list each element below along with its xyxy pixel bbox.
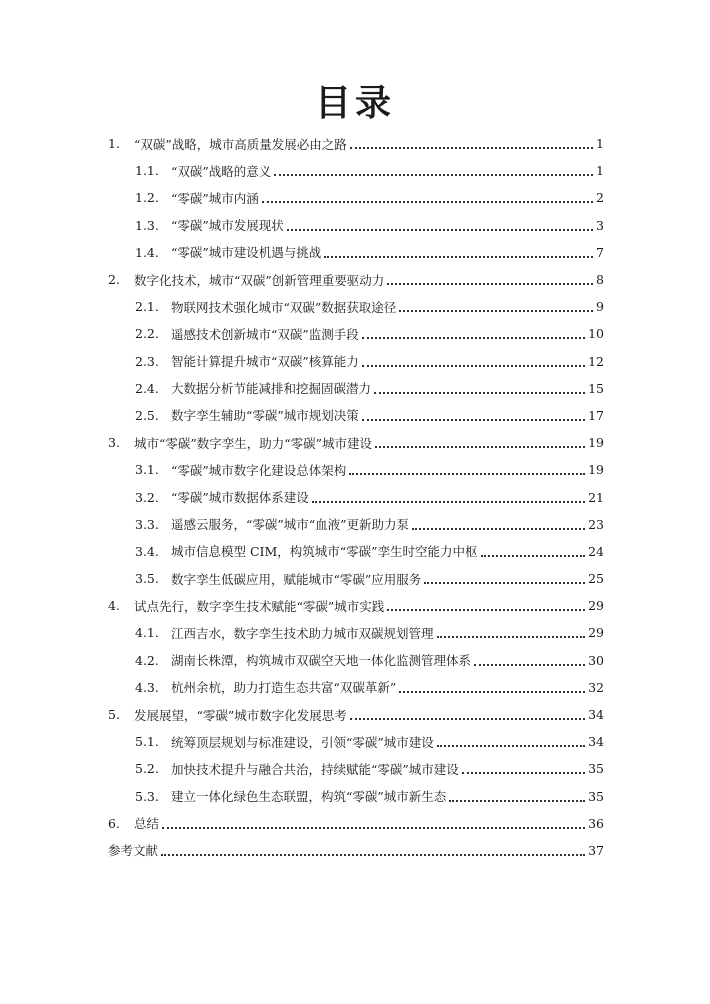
dot-leader [375,445,585,448]
toc-entry-title: 加快技术提升与融合共治，持续赋能“零碳”城市建设 [171,761,459,777]
toc-entry-page-number: 30 [588,652,604,668]
toc-entry[interactable] [108,783,604,810]
toc-entry-page-number: 24 [588,543,604,559]
toc-entry[interactable] [108,565,604,592]
toc-entry[interactable] [108,212,604,239]
toc-entry-number: 1.1. [135,163,159,179]
dot-leader [437,635,586,638]
toc-entry-page-number: 17 [588,407,604,423]
toc-entry-page-number: 35 [588,761,604,777]
toc-entry-number: 4.2. [135,652,159,668]
toc-entry-title: 发展展望，“零碳”城市数字化发展思考 [134,707,347,723]
toc-entry-number: 3.5. [135,571,159,587]
dot-leader [312,500,585,503]
toc-entry[interactable] [108,266,604,293]
toc-entry-title: “双碳”战略的意义 [171,163,272,179]
toc-entry-page-number: 8 [596,272,604,288]
dot-leader [162,826,585,829]
toc-entry-title: “零碳”城市内涵 [171,190,259,206]
dot-leader [349,472,585,475]
dot-leader [287,228,593,231]
toc-entry-title: 建立一体化绿色生态联盟，构筑“零碳”城市新生态 [171,789,447,805]
toc-entry-title: 湖南长株潭，构筑城市双碳空天地一体化监测管理体系 [171,653,472,669]
toc-entry-page-number: 29 [588,625,604,641]
toc-entry-page-number: 7 [596,244,604,260]
toc-entry-title: “零碳”城市建设机遇与挑战 [171,245,322,261]
toc-entry[interactable] [108,375,604,402]
toc-entry-title: 江西吉水，数字孪生技术助力城市双碳规划管理 [171,625,434,641]
toc-entry-page-number: 1 [596,163,604,179]
toc-entry[interactable] [108,320,604,347]
toc-entry-number: 4. [108,598,120,614]
toc-entry-number: 2.3. [135,353,159,369]
toc-entry-number: 2. [108,272,120,288]
dot-leader [362,336,585,339]
toc-entry[interactable] [108,239,604,266]
toc-entry-number: 3.2. [135,489,159,505]
toc-entry-title: 智能计算提升城市“双碳”核算能力 [171,354,359,370]
toc-entry-page-number: 10 [588,326,604,342]
toc-entry-number: 1.2. [135,190,159,206]
toc-entry-number: 2.4. [135,380,159,396]
toc-entry-title: “零碳”城市数据体系建设 [171,490,309,506]
toc-entry[interactable] [108,674,604,701]
toc-entry[interactable] [108,592,604,619]
dot-leader [374,391,585,394]
toc-entry[interactable] [108,619,604,646]
toc-entry[interactable] [108,755,604,782]
dot-leader [274,173,593,176]
toc-entry-title: 总结 [134,816,160,832]
toc-entry-page-number: 35 [588,788,604,804]
dot-leader [424,581,585,584]
toc-entry-number: 1. [108,136,120,152]
table-of-contents [108,130,604,864]
toc-entry-number: 1.3. [135,217,159,233]
toc-entry[interactable] [108,456,604,483]
dot-leader [350,146,593,149]
toc-entry-title: 城市“零碳”数字孪生，助力“零碳”城市建设 [134,435,373,451]
toc-entry-title: 试点先行，数字孪生技术赋能“零碳”城市实践 [134,598,385,614]
toc-entry-number: 2.5. [135,407,159,423]
toc-entry-number: 4.1. [135,625,159,641]
dot-leader [399,309,593,312]
toc-entry-title: 城市信息模型 CIM，构筑城市“零碳”孪生时空能力中枢 [171,544,478,560]
toc-entry-page-number: 21 [588,489,604,505]
toc-entry-title: 统筹顶层规划与标准建设，引领“零碳”城市建设 [171,734,434,750]
dot-leader [350,717,585,720]
toc-entry-page-number: 29 [588,598,604,614]
toc-entry[interactable] [108,647,604,674]
toc-entry[interactable] [108,429,604,456]
dot-leader [362,418,585,421]
toc-entry-number: 3.3. [135,516,159,532]
toc-entry-number: 2.2. [135,326,159,342]
toc-entry-page-number: 34 [588,707,604,723]
toc-entry-page-number: 34 [588,734,604,750]
toc-entry-page-number: 37 [588,842,604,858]
page-title: 目录 [314,83,395,124]
toc-entry-title: 数字化技术，城市“双碳”创新管理重要驱动力 [134,272,385,288]
toc-entry-number: 5.1. [135,734,159,750]
toc-entry-page-number: 19 [588,462,604,478]
dot-leader [462,771,585,774]
dot-leader [362,364,585,367]
toc-entry-title: “零碳”城市发展现状 [171,218,284,234]
toc-entry[interactable] [108,157,604,184]
toc-entry-number: 3.1. [135,462,159,478]
toc-entry-number: 3.4. [135,543,159,559]
toc-entry-number: 6. [108,815,120,831]
toc-entry-page-number: 9 [596,299,604,315]
toc-entry-page-number: 19 [588,435,604,451]
toc-entry-page-number: 23 [588,516,604,532]
dot-leader [324,255,593,258]
toc-entry-number: 4.3. [135,679,159,695]
toc-entry-title: “零碳”城市数字化建设总体架构 [171,462,347,478]
toc-entry-number: 5. [108,707,120,723]
dot-leader [399,690,585,693]
toc-entry[interactable] [108,701,604,728]
toc-entry[interactable] [108,837,604,864]
toc-entry-title: 数字孪生低碳应用，赋能城市“零碳”应用服务 [171,571,422,587]
toc-entry-number: 3. [108,435,120,451]
dot-leader [437,744,585,747]
dot-leader [412,527,585,530]
toc-entry-page-number: 2 [596,190,604,206]
dot-leader [481,554,586,557]
toc-entry[interactable] [108,402,604,429]
toc-entry[interactable] [108,293,604,320]
toc-entry-title: 遥感技术创新城市“双碳”监测手段 [171,326,359,342]
toc-entry-number: 2.1. [135,299,159,315]
dot-leader [449,799,585,802]
toc-entry-number: 1.4. [135,244,159,260]
toc-entry-title: 参考文献 [108,843,159,859]
toc-entry-page-number: 36 [588,815,604,831]
toc-entry[interactable] [108,538,604,565]
toc-entry[interactable] [108,348,604,375]
toc-entry-title: “双碳”战略，城市高质量发展必由之路 [134,136,347,152]
toc-entry[interactable] [108,483,604,510]
dot-leader [262,200,593,203]
toc-entry-title: 大数据分析节能减排和挖掘固碳潜力 [171,381,372,397]
toc-entry-title: 数字孪生辅助“零碳”城市规划决策 [171,408,359,424]
toc-entry[interactable] [108,810,604,837]
toc-entry-page-number: 3 [596,217,604,233]
dot-leader [161,853,585,856]
toc-entry[interactable] [108,728,604,755]
toc-entry-number: 5.2. [135,761,159,777]
toc-entry-title: 物联网技术强化城市“双碳”数据获取途径 [171,299,397,315]
dot-leader [387,282,593,285]
toc-entry-page-number: 15 [588,380,604,396]
toc-entry-number: 5.3. [135,788,159,804]
toc-entry[interactable] [108,184,604,211]
dot-leader [474,663,585,666]
toc-entry-page-number: 1 [596,136,604,152]
dot-leader [387,608,585,611]
toc-entry[interactable] [108,130,604,157]
toc-entry[interactable] [108,511,604,538]
toc-entry-title: 杭州余杭，助力打造生态共富“双碳革新” [171,680,397,696]
toc-entry-page-number: 12 [588,353,604,369]
toc-entry-title: 遥感云服务，“零碳”城市“血液”更新助力泵 [171,517,410,533]
toc-entry-page-number: 32 [588,679,604,695]
toc-entry-page-number: 25 [588,571,604,587]
